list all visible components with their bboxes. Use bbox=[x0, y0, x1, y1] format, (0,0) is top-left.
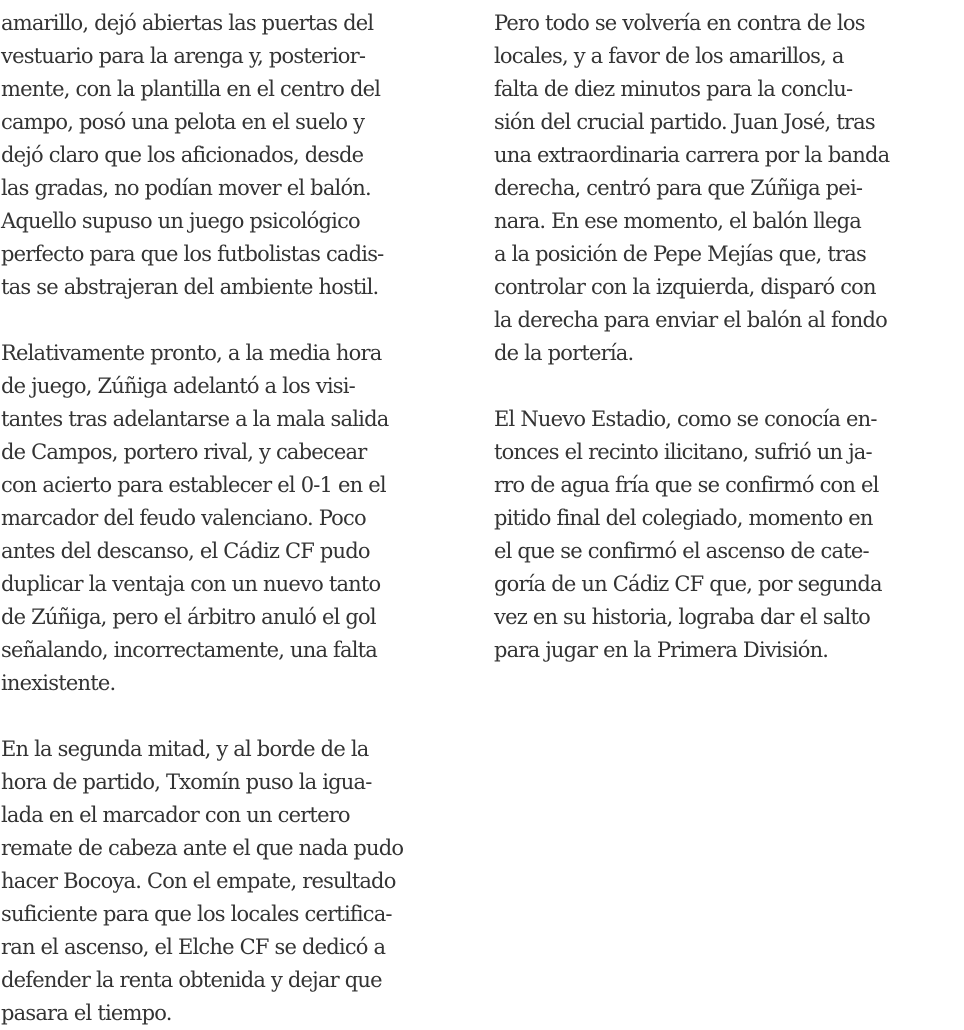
text-line: derecha, centró para que Zúñiga pei- bbox=[494, 176, 863, 200]
text-line: pasara el tiempo. bbox=[1, 1001, 172, 1025]
paragraph bbox=[1, 7, 471, 304]
paragraph bbox=[494, 7, 964, 370]
paragraph bbox=[494, 403, 964, 667]
paragraph-gap bbox=[494, 370, 964, 403]
text-line: El Nuevo Estadio, como se conocía en- bbox=[494, 407, 877, 431]
text-line: dejó claro que los aficionados, desde bbox=[1, 143, 364, 167]
text-line: perfecto para que los futbolistas cadis- bbox=[1, 242, 384, 266]
text-line: Pero todo se volvería en contra de los bbox=[494, 11, 865, 35]
text-line: mente, con la plantilla en el centro del bbox=[1, 77, 381, 101]
text-line: tantes tras adelantarse a la mala salida bbox=[1, 407, 389, 431]
text-line: la derecha para enviar el balón al fondo bbox=[494, 308, 887, 332]
text-line: vez en su historia, lograba dar el salto bbox=[494, 605, 870, 629]
text-line: tas se abstrajeran del ambiente hostil. bbox=[1, 275, 379, 299]
text-line: pitido final del colegiado, momento en bbox=[494, 506, 873, 530]
text-line: falta de diez minutos para la conclu- bbox=[494, 77, 853, 101]
text-line: ran el ascenso, el Elche CF se dedicó a bbox=[1, 935, 386, 959]
text-line: lada en el marcador con un certero bbox=[1, 803, 350, 827]
text-line: de juego, Zúñiga adelantó a los visi- bbox=[1, 374, 355, 398]
text-line: defender la renta obtenida y dejar que bbox=[1, 968, 382, 992]
text-line: de Zúñiga, pero el árbitro anuló el gol bbox=[1, 605, 376, 629]
text-line: de la portería. bbox=[494, 341, 634, 365]
text-line: de Campos, portero rival, y cabecear bbox=[1, 440, 367, 464]
text-line: para jugar en la Primera División. bbox=[494, 638, 829, 662]
text-line: locales, y a favor de los amarillos, a bbox=[494, 44, 844, 68]
text-line: señalando, incorrectamente, una falta bbox=[1, 638, 378, 662]
text-line: vestuario para la arenga y, posterior- bbox=[1, 44, 366, 68]
text-line: el que se confirmó el ascenso de cate- bbox=[494, 539, 869, 563]
text-line: tonces el recinto ilicitano, sufrió un ja- bbox=[494, 440, 872, 464]
text-line: antes del descanso, el Cádiz CF pudo bbox=[1, 539, 370, 563]
text-line: goría de un Cádiz CF que, por segunda bbox=[494, 572, 882, 596]
text-line: Aquello supuso un juego psicológico bbox=[1, 209, 360, 233]
text-line: nara. En ese momento, el balón llega bbox=[494, 209, 862, 233]
text-line: rro de agua fría que se confirmó con el bbox=[494, 473, 879, 497]
text-line: Relativamente pronto, a la media hora bbox=[1, 341, 382, 365]
text-line: sión del crucial partido. Juan José, tras bbox=[494, 110, 875, 134]
paragraph bbox=[1, 337, 471, 700]
text-line: las gradas, no podían mover el balón. bbox=[1, 176, 371, 200]
paragraph-gap bbox=[1, 700, 471, 733]
paragraph bbox=[1, 733, 471, 1030]
text-line: En la segunda mitad, y al borde de la bbox=[1, 737, 369, 761]
text-line: campo, posó una pelota en el suelo y bbox=[1, 110, 365, 134]
paragraph-gap bbox=[1, 304, 471, 337]
text-line: inexistente. bbox=[1, 671, 116, 695]
text-line: hacer Bocoya. Con el empate, resultado bbox=[1, 869, 396, 893]
text-line: controlar con la izquierda, disparó con bbox=[494, 275, 876, 299]
text-line: hora de partido, Txomín puso la igua- bbox=[1, 770, 372, 794]
text-line: a la posición de Pepe Mejías que, tras bbox=[494, 242, 866, 266]
text-line: suficiente para que los locales certifica- bbox=[1, 902, 392, 926]
text-line: remate de cabeza ante el que nada pudo bbox=[1, 836, 404, 860]
text-line: una extraordinaria carrera por la banda bbox=[494, 143, 890, 167]
text-line: amarillo, dejó abiertas las puertas del bbox=[1, 11, 374, 35]
text-line: con acierto para establecer el 0-1 en el bbox=[1, 473, 386, 497]
text-line: marcador del feudo valenciano. Poco bbox=[1, 506, 366, 530]
text-line: duplicar la ventaja con un nuevo tanto bbox=[1, 572, 381, 596]
left-column bbox=[1, 7, 471, 1030]
right-column bbox=[494, 7, 964, 667]
